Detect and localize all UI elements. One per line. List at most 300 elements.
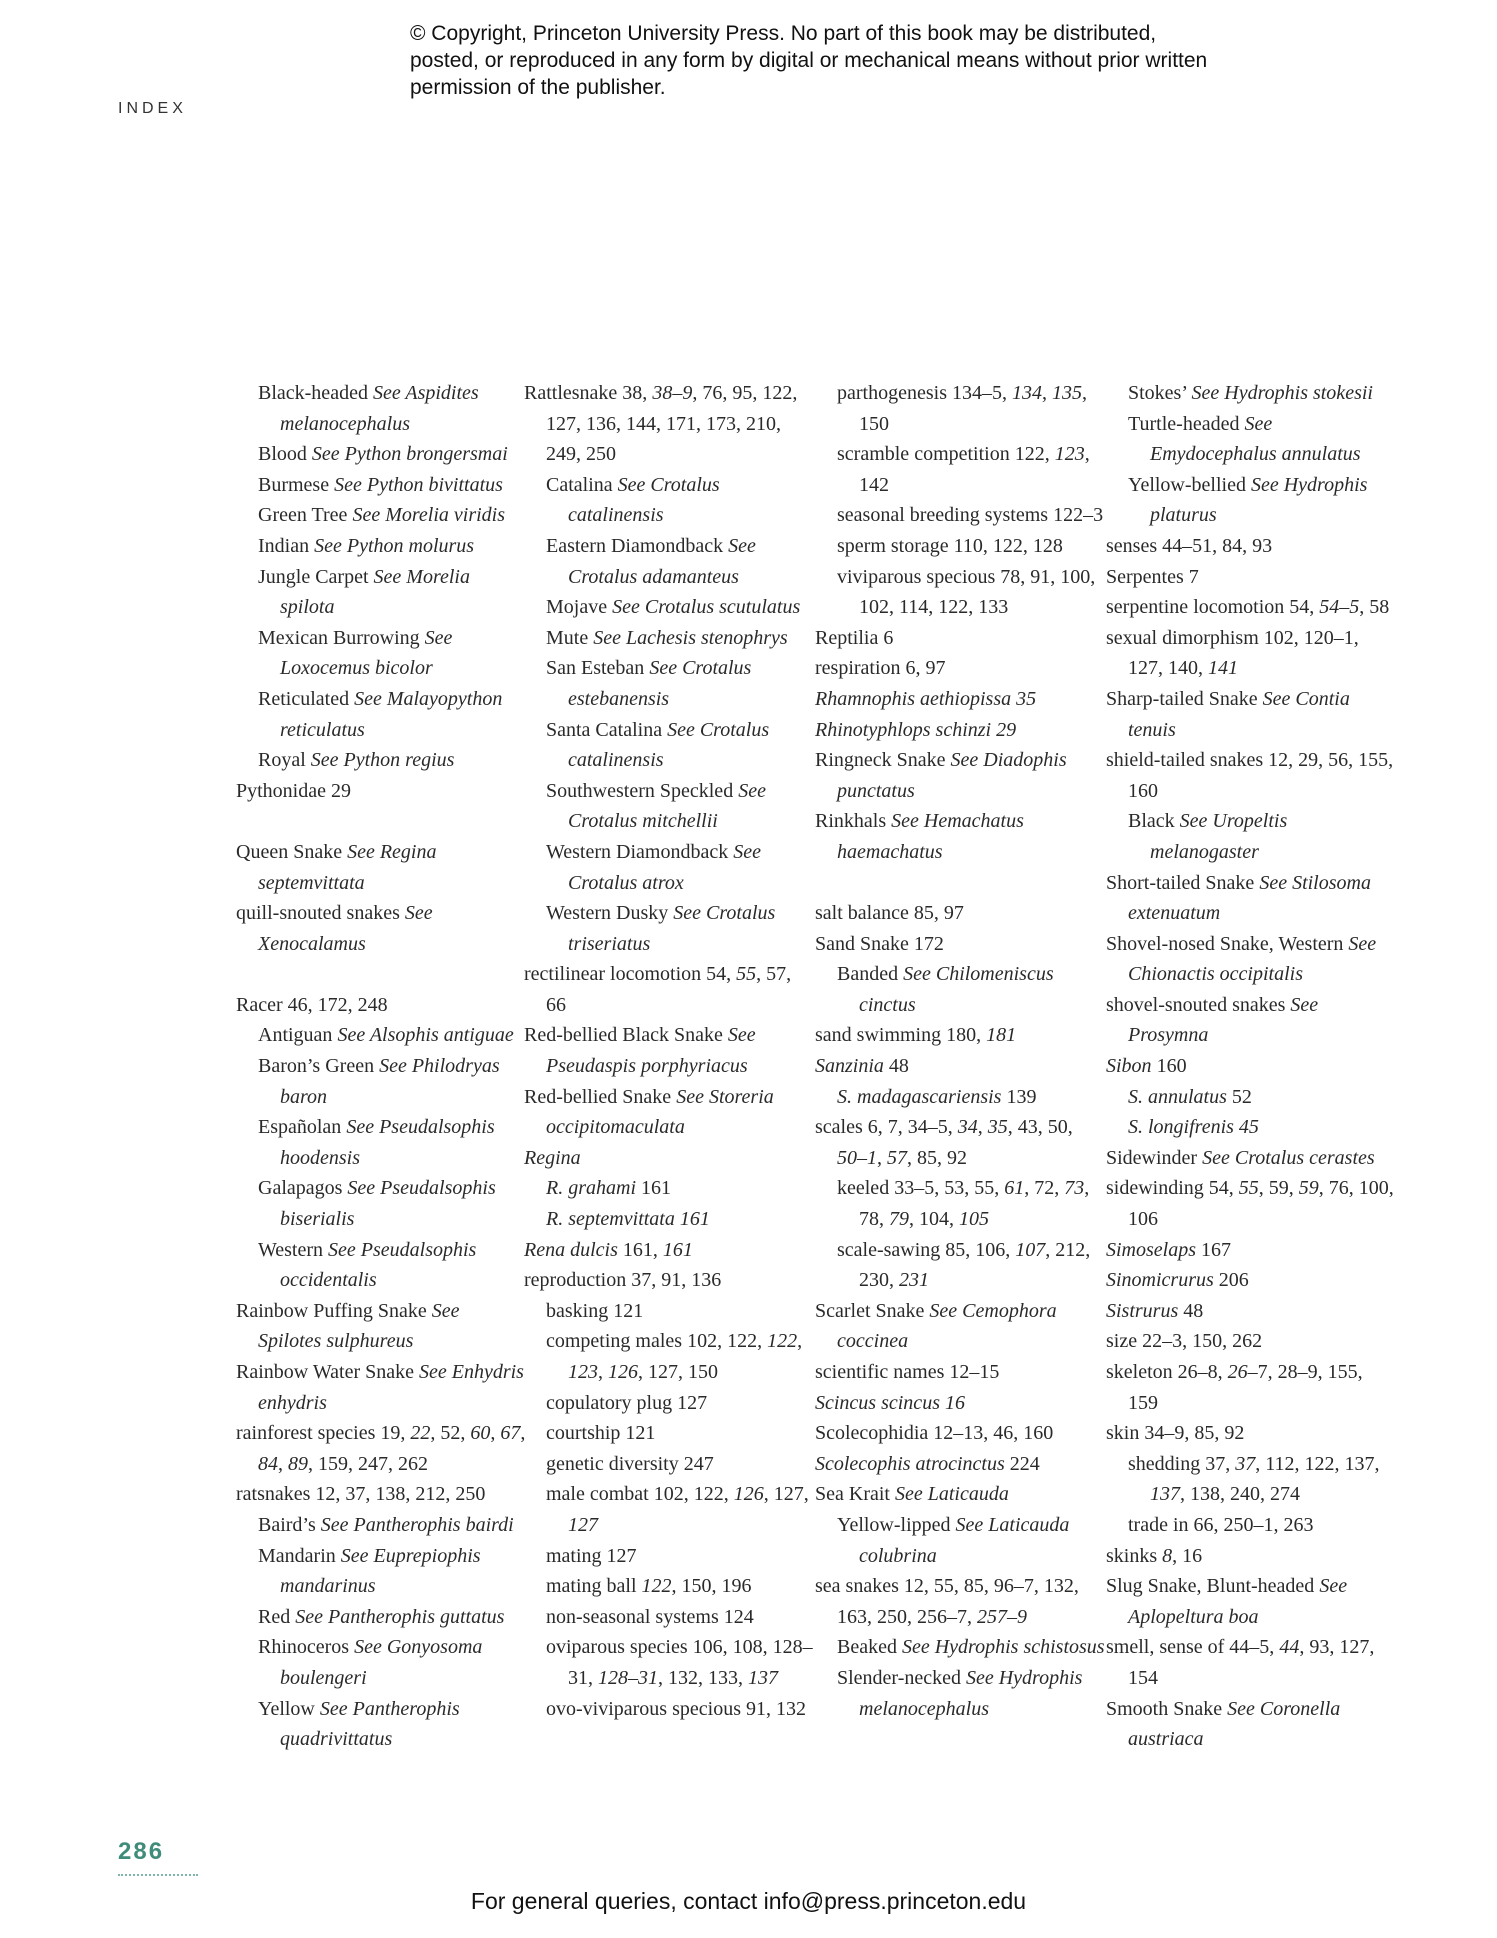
index-subentry	[524, 470, 814, 531]
index-subentry	[236, 470, 526, 501]
italic-text: S. annulatus	[1128, 1085, 1227, 1108]
letter-break	[236, 959, 526, 990]
index-entry	[1106, 1235, 1396, 1266]
entry-text: Rinkhals	[815, 810, 892, 833]
entry-text: ,	[877, 1146, 887, 1169]
entry-text: genetic diversity 247	[546, 1452, 714, 1475]
index-entry	[1106, 592, 1396, 623]
entry-text: 167	[1196, 1238, 1231, 1261]
entry-text: basking 121	[546, 1299, 644, 1322]
index-column-4	[1106, 378, 1396, 1755]
italic-text: See Python bivittatus	[334, 473, 503, 496]
index-subentry	[815, 1173, 1105, 1234]
index-entry	[815, 1388, 1105, 1419]
entry-text: , 127, 150	[638, 1361, 718, 1383]
index-entry	[1106, 1541, 1396, 1572]
italic-text: See Gonyosoma boulengeri	[280, 1636, 483, 1689]
index-entry	[1106, 531, 1396, 562]
index-subentry	[524, 715, 814, 776]
index-subentry	[815, 1663, 1105, 1724]
italic-text: See Contia tenuis	[1128, 687, 1350, 741]
entry-text: Mandarin	[258, 1544, 341, 1567]
entry-text: quill-snouted snakes	[236, 902, 405, 925]
entry-text: 139	[1001, 1085, 1037, 1108]
italic-text: 135	[1051, 382, 1082, 404]
index-subentry	[524, 1632, 814, 1693]
italic-text: 123	[1054, 443, 1085, 466]
running-head: INDEX	[118, 100, 187, 117]
index-entry	[815, 623, 1105, 654]
entry-text: Scarlet Snake	[815, 1299, 930, 1322]
entry-text: ,	[520, 1422, 526, 1445]
entry-text: Slug Snake, Blunt-headed	[1106, 1575, 1320, 1598]
entry-text: ,	[278, 1452, 288, 1475]
italic-text: See Python regius	[310, 749, 455, 772]
italic-text: See Stilosoma extenuatum	[1128, 871, 1371, 925]
index-entry	[1106, 1265, 1396, 1296]
italic-text: See Coronella austriaca	[1128, 1697, 1341, 1751]
entry-text: Stokes’	[1128, 382, 1192, 404]
italic-text: See Euprepiophis mandarinus	[280, 1544, 481, 1598]
entry-text: , 57, 66	[546, 963, 792, 1016]
entry-text: Banded	[837, 963, 904, 986]
entry-text: Reticulated	[258, 687, 355, 710]
entry-text: 52	[1226, 1085, 1252, 1108]
index-entry	[524, 378, 814, 470]
entry-text: salt balance 85, 97	[815, 902, 964, 925]
italic-text: See Crotalus cerastes	[1202, 1146, 1375, 1169]
entry-text: Galapagos	[258, 1177, 348, 1200]
index-subentry	[524, 592, 814, 623]
entry-text: Mexican Burrowing	[258, 626, 425, 649]
entry-text: competing males 102, 122,	[546, 1330, 768, 1353]
index-subentry	[815, 562, 1105, 623]
italic-text: See Crotalus scutulatus	[612, 596, 801, 619]
index-subentry	[524, 1173, 814, 1204]
index-subentry	[1106, 1082, 1396, 1113]
entry-text: , 76, 100, 106	[1128, 1177, 1394, 1231]
entry-text: Indian	[258, 534, 315, 557]
index-subentry	[524, 1694, 814, 1725]
entry-text: Scolecophidia 12–13, 46, 160	[815, 1422, 1054, 1445]
italic-text: 126	[733, 1483, 764, 1506]
italic-text: 22	[410, 1422, 431, 1445]
index-subentry	[236, 562, 526, 623]
italic-text: 122	[641, 1575, 672, 1598]
italic-text: R. septemvittata 161	[546, 1208, 710, 1231]
entry-text: , 78,	[859, 1177, 1090, 1231]
italic-text: See Aplopeltura boa	[1128, 1575, 1348, 1628]
italic-text: Scincus scincus 16	[815, 1391, 965, 1414]
index-entry	[815, 1418, 1105, 1449]
italic-text: See Crotalus estebanensis	[568, 657, 752, 710]
entry-text: Black-headed	[258, 382, 373, 404]
entry-text: Mojave	[546, 596, 613, 619]
entry-text: scientific names 12–15	[815, 1361, 1000, 1383]
italic-text: 105	[959, 1208, 989, 1231]
entry-text: , 127,	[763, 1483, 809, 1506]
entry-text: ,	[1041, 382, 1052, 404]
entry-text: , 104,	[909, 1208, 959, 1231]
entry-text: copulatory plug 127	[546, 1391, 708, 1414]
index-subentry	[236, 745, 526, 776]
italic-text: 181	[986, 1024, 1017, 1047]
italic-text: 34	[957, 1116, 978, 1139]
entry-text: ovo-viviparous specious 91, 132	[546, 1697, 806, 1720]
entry-text: Mute	[546, 626, 594, 649]
italic-text: 50–1	[837, 1146, 877, 1169]
entry-text: skeleton 26–8,	[1106, 1361, 1228, 1383]
index-subentry	[236, 500, 526, 531]
italic-text: See Cemophora coccinea	[837, 1299, 1057, 1353]
entry-text: Red-bellied Black Snake	[524, 1024, 728, 1047]
italic-text: Simoselaps	[1106, 1238, 1196, 1261]
italic-text: See Crotalus catalinensis	[568, 473, 720, 527]
index-entry	[1106, 990, 1396, 1051]
entry-text: non-seasonal systems 124	[546, 1605, 754, 1628]
index-subentry	[1106, 409, 1396, 470]
index-entry	[1106, 1571, 1396, 1632]
entry-text: Sea Krait	[815, 1483, 895, 1506]
entry-text: skin 34–9, 85, 92	[1106, 1422, 1245, 1445]
italic-text: S. madagascariensis	[837, 1085, 1002, 1108]
entry-text: Sharp-tailed Snake	[1106, 687, 1263, 710]
italic-text: See Lachesis stenophrys	[593, 626, 788, 649]
italic-text: See Aspidites melanocephalus	[280, 382, 479, 435]
italic-text: 134	[1011, 382, 1042, 404]
entry-text: Rainbow Water Snake	[236, 1361, 419, 1383]
entry-text: Eastern Diamondback	[546, 534, 729, 557]
italic-text: See Emydocephalus annulatus	[1150, 412, 1361, 466]
italic-text: 107	[1015, 1238, 1046, 1261]
italic-text: See Uropeltis melanogaster	[1150, 810, 1288, 863]
entry-text: Burmese	[258, 473, 335, 496]
entry-text: , 150, 196	[671, 1575, 752, 1598]
index-entry	[815, 653, 1105, 684]
entry-text: oviparous species 106, 108, 128–31,	[546, 1636, 813, 1689]
italic-text: Scolecophis atrocinctus	[815, 1452, 1005, 1475]
italic-text: See Pseudalsophis hoodensis	[280, 1116, 495, 1169]
index-subentry	[524, 1571, 814, 1602]
entry-text: sexual dimorphism 102, 120–1, 127, 140,	[1106, 626, 1359, 680]
entry-text: smell, sense of 44–5,	[1106, 1636, 1280, 1659]
index-entry	[236, 1296, 526, 1357]
index-subentry	[236, 684, 526, 745]
index-subentry	[236, 1235, 526, 1296]
entry-text: Serpentes 7	[1106, 565, 1199, 588]
entry-text: 160	[1151, 1055, 1187, 1078]
entry-text: shovel-snouted snakes	[1106, 993, 1291, 1016]
entry-text: sand swimming 180,	[815, 1024, 987, 1047]
entry-text: , 132, 133,	[658, 1666, 748, 1689]
entry-text: Slender-necked	[837, 1666, 966, 1689]
italic-text: See Storeria occipitomaculata	[546, 1085, 774, 1139]
entry-text: size 22–3, 150, 262	[1106, 1330, 1263, 1353]
index-subentry	[524, 1479, 814, 1540]
entry-text: Black	[1128, 810, 1180, 833]
entry-text: Rattlesnake 38,	[524, 382, 653, 404]
index-entry	[815, 684, 1105, 715]
index-subentry	[524, 1449, 814, 1480]
entry-text: Catalina	[546, 473, 618, 496]
index-subentry	[236, 1632, 526, 1693]
entry-text: Jungle Carpet	[258, 565, 374, 588]
index-subentry	[1106, 378, 1396, 409]
italic-text: See Prosymna	[1128, 993, 1319, 1047]
italic-text: 123	[568, 1361, 598, 1383]
entry-text: rainforest species 19,	[236, 1422, 411, 1445]
italic-text: See Pseudalsophis occidentalis	[280, 1238, 477, 1292]
entry-text: Western	[258, 1238, 329, 1261]
entry-text: Green Tree	[258, 504, 353, 527]
entry-text: Santa Catalina	[546, 718, 668, 741]
italic-text: See Hydrophis stokesii	[1191, 382, 1373, 404]
italic-text: See Loxocemus bicolor	[280, 626, 453, 680]
entry-text: Rainbow Puffing Snake	[236, 1299, 432, 1322]
italic-text: 231	[899, 1269, 929, 1292]
index-entry	[1106, 868, 1396, 929]
italic-text: Sinomicrurus	[1106, 1269, 1214, 1292]
entry-text: Southwestern Speckled	[546, 779, 739, 802]
italic-text: 35	[987, 1116, 1008, 1139]
italic-text: 38–9	[652, 382, 693, 404]
entry-text: Españolan	[258, 1116, 347, 1139]
index-subentry	[236, 439, 526, 470]
italic-text: Rhinotyphlops schinzi 29	[815, 718, 1017, 741]
index-subentry	[236, 1112, 526, 1173]
entry-text: Baird’s	[258, 1513, 321, 1536]
index-entry	[815, 745, 1105, 806]
entry-text: ,	[797, 1330, 803, 1353]
index-entry	[1106, 1143, 1396, 1174]
index-entry	[1106, 684, 1396, 745]
footer-contact: For general queries, contact info@press.princeton.edu	[470, 1888, 1027, 1914]
index-subentry	[815, 378, 1105, 439]
entry-text: , 72,	[1024, 1177, 1065, 1200]
index-subentry	[236, 1173, 526, 1234]
index-subentry	[815, 439, 1105, 500]
index-entry	[815, 1357, 1105, 1388]
entry-text: viviparous specious 78, 91, 100, 102, 114, 122, 133	[837, 565, 1096, 619]
italic-text: 67	[500, 1422, 521, 1445]
italic-text: Sibon	[1106, 1055, 1152, 1078]
index-entry	[815, 1479, 1105, 1510]
entry-text: 48	[1178, 1299, 1204, 1322]
italic-text: 141	[1208, 657, 1238, 680]
italic-text: See Pantherophis quadrivittatus	[280, 1697, 460, 1751]
index-entry	[1106, 1357, 1396, 1418]
italic-text: 55	[1238, 1177, 1259, 1200]
entry-text: Western Dusky	[546, 902, 674, 925]
entry-text: male combat 102, 122,	[546, 1483, 734, 1506]
italic-text: 55	[736, 963, 757, 986]
index-entry	[815, 715, 1105, 746]
entry-text: , 76, 95, 122, 127, 136, 144, 171, 173, 210, 249, 250	[546, 382, 798, 466]
entry-text: 224	[1004, 1452, 1040, 1475]
italic-text: See Xenocalamus	[258, 902, 433, 955]
entry-text: scales 6, 7, 34–5,	[815, 1116, 958, 1139]
italic-text: 73	[1064, 1177, 1085, 1200]
entry-text: Royal	[258, 749, 311, 772]
entry-text: 48	[883, 1055, 909, 1078]
letter-break	[815, 868, 1105, 899]
italic-text: See Pseudaspis porphyriacus	[546, 1024, 756, 1078]
italic-text: See Pantherophis guttatus	[295, 1605, 505, 1628]
entry-text: Racer 46, 172, 248	[236, 993, 388, 1016]
index-entry	[236, 990, 526, 1021]
index-entry	[815, 1296, 1105, 1357]
italic-text: Sistrurus	[1106, 1299, 1179, 1322]
entry-text: keeled 33–5, 53, 55,	[837, 1177, 1005, 1200]
index-subentry	[236, 1051, 526, 1112]
index-subentry	[524, 837, 814, 898]
italic-text: See Hemachatus haemachatus	[837, 810, 1024, 863]
index-entry	[236, 837, 526, 898]
entry-text: , 85, 92	[907, 1146, 967, 1169]
italic-text: See Crotalus triseriatus	[568, 902, 776, 955]
index-entry	[815, 1449, 1105, 1480]
italic-text: 54–5	[1319, 596, 1360, 619]
italic-text: See Malayopython reticulatus	[280, 687, 503, 741]
italic-text: 60	[470, 1422, 491, 1445]
index-subentry	[524, 1296, 814, 1327]
index-subentry	[524, 1541, 814, 1572]
index-subentry	[815, 531, 1105, 562]
index-subentry	[236, 1541, 526, 1602]
index-subentry	[236, 1020, 526, 1051]
entry-text: 161	[636, 1177, 671, 1200]
italic-text: 137	[1150, 1483, 1180, 1506]
entry-text: Ringneck Snake	[815, 749, 951, 772]
entry-text: , 58	[1359, 596, 1390, 619]
index-subentry	[524, 531, 814, 592]
italic-text: Sanzinia	[815, 1055, 884, 1078]
italic-text: See Morelia spilota	[280, 565, 470, 619]
index-entry	[524, 959, 814, 1020]
entry-text: Yellow-lipped	[837, 1513, 956, 1536]
index-entry	[815, 929, 1105, 960]
italic-text: Rhamnophis aethiopissa 35	[815, 687, 1037, 710]
entry-text: Reptilia 6	[815, 626, 894, 649]
index-entry	[1106, 1418, 1396, 1449]
page-number-rule	[118, 1874, 198, 1876]
italic-text: 8	[1162, 1544, 1173, 1567]
entry-text: trade in 66, 250–1, 263	[1128, 1513, 1314, 1536]
index-entry	[1106, 929, 1396, 990]
index-subentry	[236, 1602, 526, 1633]
italic-text: See Philodryas baron	[280, 1055, 500, 1108]
entry-text: , 138, 240, 274	[1180, 1483, 1300, 1506]
index-subentry	[524, 776, 814, 837]
index-entry	[1106, 1051, 1396, 1082]
italic-text: 37	[1235, 1452, 1256, 1475]
index-subentry	[1106, 470, 1396, 531]
entry-text: Sand Snake 172	[815, 932, 944, 955]
index-entry	[1106, 562, 1396, 593]
italic-text: Regina	[524, 1146, 581, 1169]
index-subentry	[524, 1388, 814, 1419]
index-entry	[1106, 1326, 1396, 1357]
italic-text: 128–31	[598, 1666, 658, 1689]
index-subentry	[236, 1510, 526, 1541]
index-entry	[236, 1357, 526, 1418]
italic-text: See Python molurus	[314, 534, 475, 557]
italic-text: See Hydrophis platurus	[1150, 473, 1368, 527]
italic-text: See Hydrophis schistosus	[901, 1636, 1105, 1659]
index-column-3	[815, 378, 1105, 1724]
index-subentry	[524, 623, 814, 654]
italic-text: 122	[767, 1330, 798, 1353]
index-entry	[524, 1020, 814, 1081]
italic-text: 137	[748, 1666, 778, 1689]
entry-text: , 16	[1172, 1544, 1203, 1567]
page-number: 286	[118, 1838, 165, 1865]
italic-text: 84	[258, 1452, 278, 1475]
entry-text: Shovel-nosed Snake, Western	[1106, 932, 1349, 955]
entry-text: , 59,	[1258, 1177, 1299, 1200]
entry-text: Western Diamondback	[546, 840, 734, 863]
index-subentry	[1106, 806, 1396, 867]
index-entry	[815, 898, 1105, 929]
entry-text: ,	[598, 1361, 608, 1383]
entry-text: senses 44–51, 84, 93	[1106, 534, 1273, 557]
entry-text: reproduction 37, 91, 136	[524, 1269, 722, 1292]
index-subentry	[236, 623, 526, 684]
italic-text: See Python brongersmai	[311, 443, 508, 466]
entry-text: seasonal breeding systems 122–3	[837, 504, 1104, 527]
italic-text: 44	[1279, 1636, 1300, 1659]
index-subentry	[815, 1510, 1105, 1571]
italic-text: See Crotalus catalinensis	[568, 718, 770, 772]
italic-text: See Pantherophis bairdi	[320, 1513, 514, 1536]
italic-text: 61	[1004, 1177, 1025, 1200]
entry-text: , 212, 230,	[859, 1238, 1091, 1292]
italic-text: 89	[288, 1452, 308, 1475]
index-subentry	[1106, 1510, 1396, 1541]
entry-text: Baron’s Green	[258, 1055, 380, 1078]
index-entry	[1106, 623, 1396, 684]
entry-text: Turtle-headed	[1128, 412, 1245, 435]
index-subentry	[236, 1694, 526, 1755]
italic-text: See Spilotes sulphureus	[258, 1299, 460, 1353]
italic-text: S. longifrenis 45	[1128, 1116, 1259, 1139]
entry-text: , 52,	[430, 1422, 471, 1445]
entry-text: mating ball	[546, 1575, 642, 1598]
index-subentry	[1106, 1112, 1396, 1143]
index-entry	[236, 1418, 526, 1479]
italic-text: See Laticauda colubrina	[859, 1513, 1070, 1567]
entry-text: Red	[258, 1605, 296, 1628]
index-subentry	[524, 1326, 814, 1387]
entry-text: skinks	[1106, 1544, 1163, 1567]
index-entry	[815, 1020, 1105, 1051]
italic-text: 57	[887, 1146, 907, 1169]
entry-text: Pythonidae 29	[236, 779, 351, 802]
index-subentry	[815, 1632, 1105, 1663]
entry-text: , 159, 247, 262	[308, 1452, 428, 1475]
entry-text: , 142	[859, 443, 1090, 496]
italic-text: See Chionactis occipitalis	[1128, 932, 1377, 986]
entry-text: serpentine locomotion 54,	[1106, 596, 1320, 619]
entry-text: Queen Snake	[236, 840, 348, 863]
entry-text: Yellow-bellied	[1128, 473, 1251, 496]
index-entry	[236, 776, 526, 807]
italic-text: See Morelia viridis	[352, 504, 505, 527]
italic-text: See Crotalus mitchellii	[568, 779, 766, 833]
index-subentry	[1106, 1449, 1396, 1510]
italic-text: 79	[889, 1208, 909, 1231]
italic-text: R. grahami	[546, 1177, 636, 1200]
